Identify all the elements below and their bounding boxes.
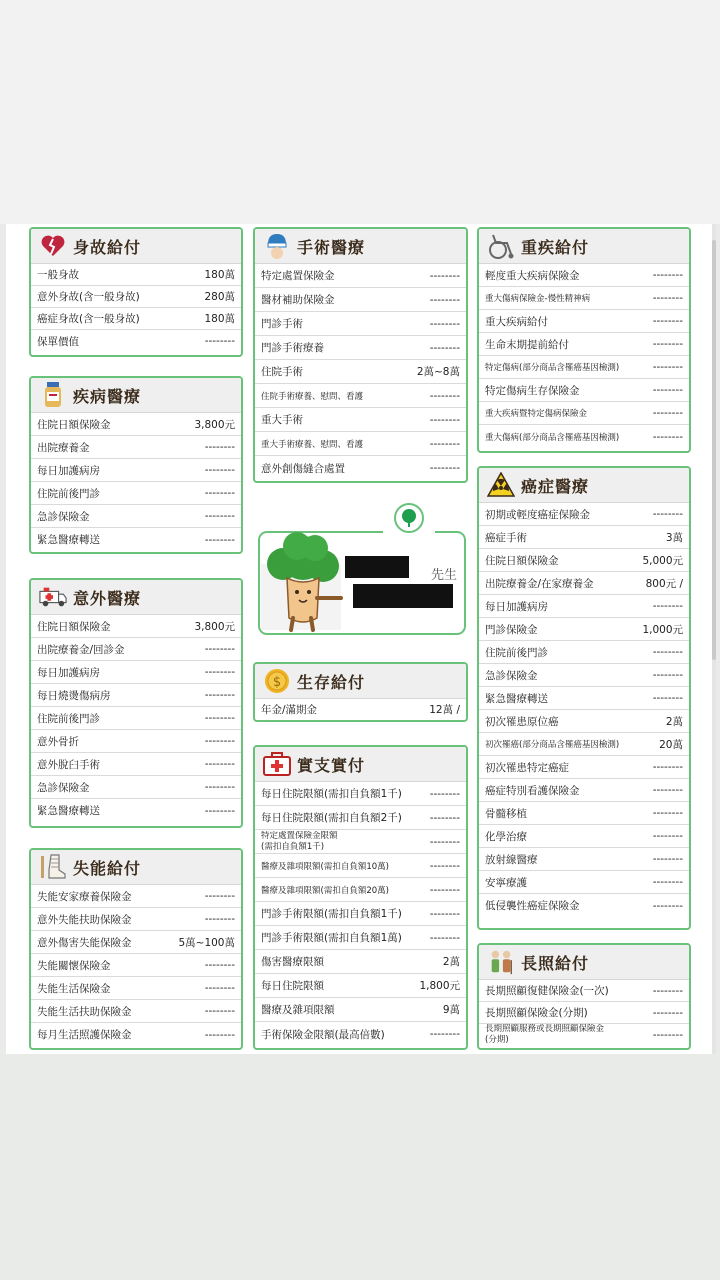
benefit-value: -------- — [652, 315, 683, 327]
benefit-row — [255, 1022, 466, 1046]
benefit-value: -------- — [429, 859, 460, 872]
card-header-critical — [479, 229, 689, 264]
benefit-label: 生命末期提前給付 — [485, 338, 569, 351]
benefit-row — [255, 456, 466, 480]
card-cancer — [477, 466, 691, 930]
card-surgery — [253, 227, 468, 483]
benefit-value: -------- — [652, 876, 683, 888]
benefit-row — [31, 776, 241, 799]
coin-icon — [263, 667, 291, 695]
benefit-label: 住院前後門診 — [37, 712, 100, 725]
card-title: 實支實付 — [297, 755, 366, 775]
card-header-ltc — [479, 945, 689, 980]
benefit-value: -------- — [652, 600, 683, 612]
benefit-label: 住院前後門診 — [485, 646, 548, 659]
benefit-label: 癌症身故(含一般身故) — [37, 313, 140, 325]
benefit-label: 特定處置保險金 — [261, 270, 335, 282]
benefit-value: -------- — [204, 441, 235, 453]
benefit-label: 每日加護病房 — [37, 464, 100, 477]
broken-heart-icon — [39, 232, 67, 260]
benefit-row — [479, 687, 689, 710]
benefit-label: 失能關懷保險金 — [37, 959, 111, 972]
benefit-value: -------- — [204, 712, 235, 724]
benefit-label: 失能生活扶助保險金 — [37, 1005, 132, 1018]
benefit-value: -------- — [204, 982, 235, 994]
benefit-value: -------- — [652, 784, 683, 796]
benefit-value: -------- — [429, 787, 460, 800]
benefit-row — [479, 1002, 689, 1024]
benefit-label: 意外創傷縫合處置 — [261, 462, 345, 475]
benefit-row — [31, 528, 241, 551]
benefit-label: 每日加護病房 — [37, 666, 100, 679]
benefit-value: 5萬~100萬 — [178, 936, 235, 949]
benefit-label: 緊急醫療轉送 — [485, 692, 548, 705]
benefit-row — [479, 264, 689, 287]
benefit-label: 重大手術療養、慰問、看護 — [261, 439, 364, 450]
benefit-row — [479, 356, 689, 379]
benefit-value: 3,800元 — [194, 620, 235, 633]
benefit-value: -------- — [429, 389, 460, 402]
benefit-value: 180萬 — [204, 313, 235, 325]
benefit-value: 280萬 — [204, 291, 235, 303]
benefit-value: 2萬 — [442, 956, 460, 968]
benefit-label: 意外脫臼手術 — [37, 758, 100, 771]
benefit-row — [31, 1000, 241, 1023]
svg-text:$: $ — [272, 675, 282, 690]
benefit-label: 住院日額保險金 — [37, 418, 111, 431]
benefit-label: 每日住院限額(需扣自負額2千) — [261, 812, 402, 824]
benefit-row — [31, 684, 241, 707]
benefit-value: -------- — [204, 464, 235, 476]
card-header-disability — [31, 850, 241, 885]
benefit-label: 安寧療護 — [485, 876, 527, 889]
benefit-value: -------- — [204, 487, 235, 499]
benefit-value: -------- — [204, 1005, 235, 1017]
card-illness — [29, 376, 243, 554]
radiation-icon — [487, 471, 515, 499]
benefit-label: 傷害醫療限額 — [261, 956, 324, 968]
benefit-row — [255, 854, 466, 878]
benefit-label: 門診手術限額(需扣自負額1萬) — [261, 932, 402, 944]
benefit-label: 長期照顧服務或長期照顧保險金 (分期) — [485, 1024, 605, 1045]
benefit-value: -------- — [429, 811, 460, 824]
benefit-label: 緊急醫療轉送 — [37, 805, 100, 817]
benefit-label: 急診保險金 — [485, 669, 538, 682]
benefit-value: 5,000元 — [642, 554, 683, 567]
benefit-row — [479, 333, 689, 356]
benefit-value: -------- — [652, 430, 683, 443]
benefit-row — [255, 699, 466, 720]
benefit-row — [255, 288, 466, 312]
benefit-value: -------- — [429, 293, 460, 306]
benefit-value: -------- — [652, 669, 683, 681]
benefit-row — [31, 436, 241, 459]
benefit-label: 住院手術療養、慰問、看護 — [261, 391, 364, 402]
benefit-row — [479, 595, 689, 618]
customer-title: 先生 — [431, 568, 458, 583]
benefit-value: -------- — [652, 384, 683, 396]
benefit-label: 住院前後門診 — [37, 487, 100, 500]
bottom-blank-area — [0, 1054, 720, 1280]
card-title: 失能給付 — [73, 858, 142, 878]
top-blank-area — [0, 0, 720, 224]
benefit-value: 12萬 / — [429, 704, 460, 716]
card-header-death — [31, 229, 241, 264]
benefit-label: 出院療養金 — [37, 441, 90, 454]
benefit-label: 特定傷病(部分商品含罹癌基因檢測) — [485, 363, 620, 373]
card-header-accident — [31, 580, 241, 615]
benefit-value: -------- — [204, 913, 235, 925]
card-disability — [29, 848, 243, 1050]
benefit-value: -------- — [204, 643, 235, 655]
benefit-label: 意外失能扶助保險金 — [37, 913, 132, 926]
card-title: 重疾給付 — [521, 237, 590, 257]
benefit-label: 門診手術 — [261, 318, 303, 330]
first-aid-kit-icon — [263, 750, 291, 778]
benefit-label: 手術保險金限額(最高倍數) — [261, 1028, 385, 1041]
profile-card — [253, 494, 468, 636]
benefit-row — [479, 733, 689, 756]
benefit-value: 180萬 — [204, 269, 235, 281]
elderly-couple-icon — [487, 948, 515, 976]
benefit-value: -------- — [204, 735, 235, 747]
benefit-value: -------- — [652, 338, 683, 350]
ambulance-icon — [39, 583, 67, 611]
benefit-value: -------- — [652, 361, 683, 373]
benefit-row — [479, 802, 689, 825]
benefit-row — [255, 950, 466, 974]
benefit-value: -------- — [652, 692, 683, 704]
benefit-value: -------- — [204, 959, 235, 971]
benefit-value: -------- — [204, 781, 235, 793]
benefit-label: 骨髓移植 — [485, 807, 527, 820]
benefit-row — [31, 505, 241, 528]
benefit-value: -------- — [429, 317, 460, 330]
card-ltc — [477, 943, 691, 1050]
benefit-label: 保單價值 — [37, 335, 79, 348]
benefit-row — [255, 336, 466, 360]
benefit-row — [479, 825, 689, 848]
benefit-row — [255, 782, 466, 806]
benefit-value: -------- — [652, 1006, 683, 1019]
benefit-value: -------- — [429, 462, 460, 474]
benefit-label: 初次罹患原位癌 — [485, 715, 559, 728]
benefit-value: -------- — [652, 269, 683, 281]
benefit-row — [255, 432, 466, 456]
benefit-label: 每日加護病房 — [485, 600, 548, 613]
benefit-row — [479, 503, 689, 526]
benefit-label: 初期或輕度癌症保險金 — [485, 508, 590, 521]
benefit-label: 低侵襲性癌症保險金 — [485, 900, 580, 912]
benefit-value: -------- — [429, 1028, 460, 1040]
benefit-label: 醫材補助保險金 — [261, 294, 335, 306]
benefit-value: -------- — [204, 533, 235, 546]
benefit-value: -------- — [652, 761, 683, 773]
benefit-value: -------- — [652, 853, 683, 865]
benefit-value: -------- — [204, 1028, 235, 1041]
benefit-value: -------- — [652, 646, 683, 658]
benefit-row — [255, 902, 466, 926]
card-title: 手術醫療 — [297, 237, 366, 257]
benefit-value: -------- — [429, 269, 460, 282]
benefit-row — [31, 308, 241, 330]
benefit-label: 長期照顧復健保險金(一次) — [485, 985, 609, 997]
benefit-row — [479, 379, 689, 402]
benefit-row — [479, 848, 689, 871]
benefit-row — [479, 618, 689, 641]
benefit-row — [479, 287, 689, 310]
benefit-value: 800元 / — [645, 577, 683, 590]
benefit-value: -------- — [429, 907, 460, 920]
benefit-label: 每月生活照護保險金 — [37, 1029, 132, 1041]
benefit-label: 初次罹癌(部分商品含罹癌基因檢測) — [485, 740, 620, 750]
benefit-label: 出院療養金/在家療養金 — [485, 577, 594, 590]
benefit-value: 1,800元 — [419, 980, 460, 992]
card-header-surgery — [255, 229, 466, 264]
benefit-row — [479, 1024, 689, 1046]
benefit-row — [31, 661, 241, 684]
card-title: 長照給付 — [521, 953, 590, 973]
benefit-value: 2萬~8萬 — [416, 366, 460, 378]
benefit-value: -------- — [652, 899, 683, 912]
benefit-label: 輕度重大疾病保險金 — [485, 269, 580, 282]
benefit-row — [479, 779, 689, 802]
benefit-label: 住院日額保險金 — [485, 554, 559, 567]
benefit-row — [31, 977, 241, 1000]
benefit-value: -------- — [429, 413, 460, 426]
benefit-value: 2萬 — [665, 715, 683, 728]
benefit-row — [479, 641, 689, 664]
benefit-value: -------- — [652, 807, 683, 819]
benefit-row — [479, 572, 689, 595]
benefit-value: -------- — [429, 341, 460, 354]
benefit-row — [31, 286, 241, 308]
benefit-row — [255, 806, 466, 830]
benefit-label: 每日住院限額 — [261, 980, 324, 992]
benefit-row — [31, 264, 241, 286]
bandaged-leg-icon — [39, 853, 67, 881]
benefit-row — [255, 878, 466, 902]
benefit-value: -------- — [652, 1029, 683, 1041]
card-survival — [253, 662, 468, 722]
benefit-value: -------- — [204, 890, 235, 902]
benefit-value: -------- — [204, 689, 235, 701]
benefit-value: -------- — [204, 510, 235, 522]
benefit-row — [31, 885, 241, 908]
benefit-row — [255, 974, 466, 998]
benefit-row — [31, 954, 241, 977]
benefit-value: 3萬 — [665, 531, 683, 544]
benefit-label: 門診保險金 — [485, 623, 538, 636]
wheelchair-icon — [487, 232, 515, 260]
benefit-label: 長期照顧保險金(分期) — [485, 1007, 588, 1019]
benefit-value: -------- — [652, 407, 683, 419]
benefit-value: -------- — [204, 335, 235, 347]
benefit-row — [255, 264, 466, 288]
benefit-value: 1,000元 — [642, 623, 683, 636]
benefit-label: 住院手術 — [261, 366, 303, 378]
benefit-label: 急診保險金 — [37, 781, 90, 794]
benefit-row — [31, 615, 241, 638]
card-title: 意外醫療 — [73, 588, 142, 608]
benefit-row — [479, 402, 689, 425]
benefit-row — [479, 980, 689, 1002]
benefit-row — [31, 730, 241, 753]
benefit-value: -------- — [429, 437, 460, 450]
benefit-value: -------- — [652, 984, 683, 997]
benefit-row — [31, 753, 241, 776]
benefit-label: 意外傷害失能保險金 — [37, 936, 132, 949]
benefit-value: -------- — [204, 804, 235, 817]
benefit-row — [255, 830, 466, 854]
benefit-label: 每日住院限額(需扣自負額1千) — [261, 788, 402, 800]
benefit-label: 每日燒燙傷病房 — [37, 689, 111, 702]
benefit-row — [479, 710, 689, 733]
benefit-row — [255, 926, 466, 950]
benefit-label: 重大傷病保險金-慢性精神病 — [485, 294, 591, 304]
benefit-label: 重大疾病暨特定傷病保險金 — [485, 409, 588, 419]
benefit-label: 醫療及雜項限額(需扣自負額10萬) — [261, 861, 389, 872]
benefit-row — [479, 425, 689, 448]
benefit-row — [31, 459, 241, 482]
card-critical — [477, 227, 691, 453]
benefit-value: -------- — [429, 931, 460, 944]
benefit-label: 重大手術 — [261, 414, 303, 426]
benefit-label: 門診手術限額(需扣自負額1千) — [261, 908, 402, 920]
benefit-label: 化學治療 — [485, 830, 527, 843]
card-header-illness — [31, 378, 241, 413]
benefit-label: 重大傷病(部分商品含罹癌基因檢測) — [485, 432, 620, 443]
card-header-survival — [255, 664, 466, 699]
redacted-name — [345, 556, 409, 578]
benefit-label: 門診手術療養 — [261, 342, 324, 354]
redacted-detail — [353, 584, 453, 608]
benefit-row — [31, 482, 241, 505]
benefit-row — [31, 707, 241, 730]
benefit-row — [479, 310, 689, 333]
benefit-label: 住院日額保險金 — [37, 620, 111, 633]
card-title: 疾病醫療 — [73, 386, 142, 406]
benefit-row — [479, 894, 689, 917]
benefit-row — [255, 312, 466, 336]
benefit-label: 年金/滿期金 — [261, 704, 318, 716]
benefit-row — [31, 799, 241, 822]
benefit-value: -------- — [652, 830, 683, 842]
benefit-value: -------- — [429, 835, 460, 848]
benefit-row — [255, 998, 466, 1022]
benefit-value: -------- — [652, 292, 683, 304]
benefit-row — [31, 1023, 241, 1046]
benefit-label: 初次罹患特定癌症 — [485, 761, 569, 774]
benefit-value: -------- — [204, 666, 235, 678]
medicine-bottle-icon — [39, 381, 67, 409]
benefit-label: 醫療及雜項限額 — [261, 1004, 335, 1016]
benefit-value: 3,800元 — [194, 418, 235, 431]
card-accident — [29, 578, 243, 828]
benefit-row — [255, 360, 466, 384]
benefit-label: 一般身故 — [37, 269, 79, 281]
benefit-label: 意外骨折 — [37, 735, 79, 748]
benefit-row — [31, 330, 241, 352]
card-death — [29, 227, 243, 357]
benefit-label: 緊急醫療轉送 — [37, 534, 100, 546]
benefit-label: 癌症手術 — [485, 531, 527, 544]
benefit-row — [31, 413, 241, 436]
card-header-cancer — [479, 468, 689, 503]
card-title: 癌症醫療 — [521, 476, 590, 496]
benefit-row — [479, 549, 689, 572]
benefit-row — [479, 756, 689, 779]
benefit-row — [479, 871, 689, 894]
benefit-label: 特定傷病生存保險金 — [485, 384, 580, 397]
card-title: 生存給付 — [297, 672, 366, 692]
benefit-value: 20萬 — [659, 738, 683, 751]
benefit-value: -------- — [429, 883, 460, 896]
benefit-row — [31, 638, 241, 661]
benefit-label: 出院療養金/回診金 — [37, 643, 125, 656]
benefit-label: 意外身故(含一般身故) — [37, 291, 140, 303]
benefit-label: 失能生活保險金 — [37, 982, 111, 995]
card-title: 身故給付 — [73, 237, 142, 257]
benefit-label: 特定處置保險金限額 (需扣自負額1千) — [261, 830, 338, 852]
benefit-row — [31, 908, 241, 931]
benefit-value: -------- — [204, 758, 235, 770]
nurse-cap-icon — [263, 232, 291, 260]
benefit-row — [31, 931, 241, 954]
benefit-label: 放射線醫療 — [485, 853, 538, 866]
card-header-reimburse — [255, 747, 466, 782]
benefit-row — [255, 384, 466, 408]
benefit-row — [479, 526, 689, 549]
benefit-value: -------- — [652, 508, 683, 520]
card-reimburse — [253, 745, 468, 1050]
benefit-label: 急診保險金 — [37, 510, 90, 523]
benefit-row — [255, 408, 466, 432]
benefit-label: 癌症特別看護保險金 — [485, 784, 580, 797]
benefit-label: 重大疾病給付 — [485, 315, 548, 328]
benefit-value: 9萬 — [442, 1004, 460, 1016]
benefit-label: 失能安家療養保險金 — [37, 890, 132, 903]
scrollbar-thumb[interactable] — [712, 240, 716, 660]
benefit-label: 醫療及雜項限額(需扣自負額20萬) — [261, 885, 389, 896]
benefit-row — [479, 664, 689, 687]
